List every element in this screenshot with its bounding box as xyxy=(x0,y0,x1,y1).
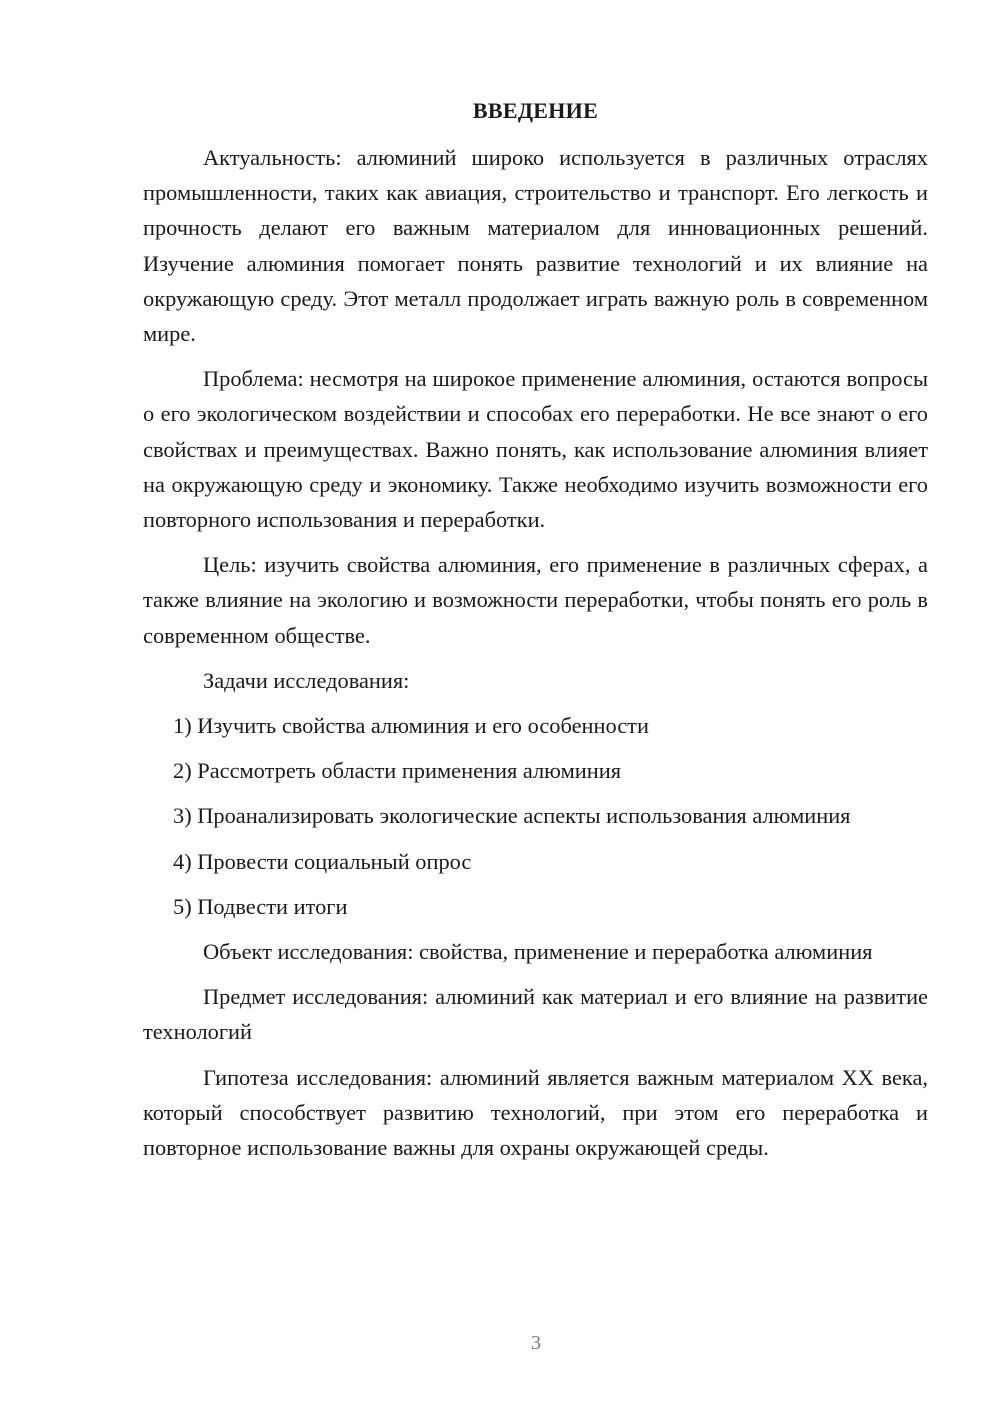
task-item-3: 3) Проанализировать экологические аспекты использования алюминия xyxy=(173,803,851,829)
paragraph-hypothesis: Гипотеза исследования: алюминий является важным материалом XX века, который способствует развитию технологий, при этом его переработка и повторное использование важны для охраны окружающей среды. xyxy=(143,1064,928,1161)
paragraph-relevance: Актуальность: алюминий широко используется в различных отраслях промышленности, таких как авиация, строительство и транспорт. Его легкость и прочность делают его важным материалом для инновационных решений. Изучение алюминия помогает понять развитие технологий и их влияние на окружающую среду. Этот металл продолжает играть важную роль в современном мире. xyxy=(143,145,928,347)
paragraph-problem: Проблема: несмотря на широкое применение алюминия, остаются вопросы о его экологическом воздействии и способах его переработки. Не все знают о его свойствах и преимуществах. Важно понять, как использование алюминия влияет на окружающую среду и экономику. Также необходимо изучить возможности его повторного использования и переработки. xyxy=(143,366,928,533)
page-number: 3 xyxy=(531,1332,541,1354)
paragraph-subject: Предмет исследования: алюминий как материал и его влияние на развитие технологий xyxy=(143,984,928,1045)
paragraph-goal: Цель: изучить свойства алюминия, его применение в различных сферах, а также влияние на экологию и возможности переработки, чтобы понять его роль в современном обществе. xyxy=(143,552,928,648)
document-page xyxy=(143,96,928,1175)
task-item-5: 5) Подвести итоги xyxy=(173,893,348,919)
paragraph-object: Объект исследования: свойства, применение и переработка алюминия xyxy=(203,939,873,965)
task-item-2: 2) Рассмотреть области применения алюминия xyxy=(173,758,622,784)
tasks-heading: Задачи исследования: xyxy=(203,667,410,693)
task-item-1: 1) Изучить свойства алюминия и его особенности xyxy=(173,713,649,739)
page-title: ВВЕДЕНИЕ xyxy=(472,98,599,123)
task-item-4: 4) Провести социальный опрос xyxy=(173,848,472,874)
